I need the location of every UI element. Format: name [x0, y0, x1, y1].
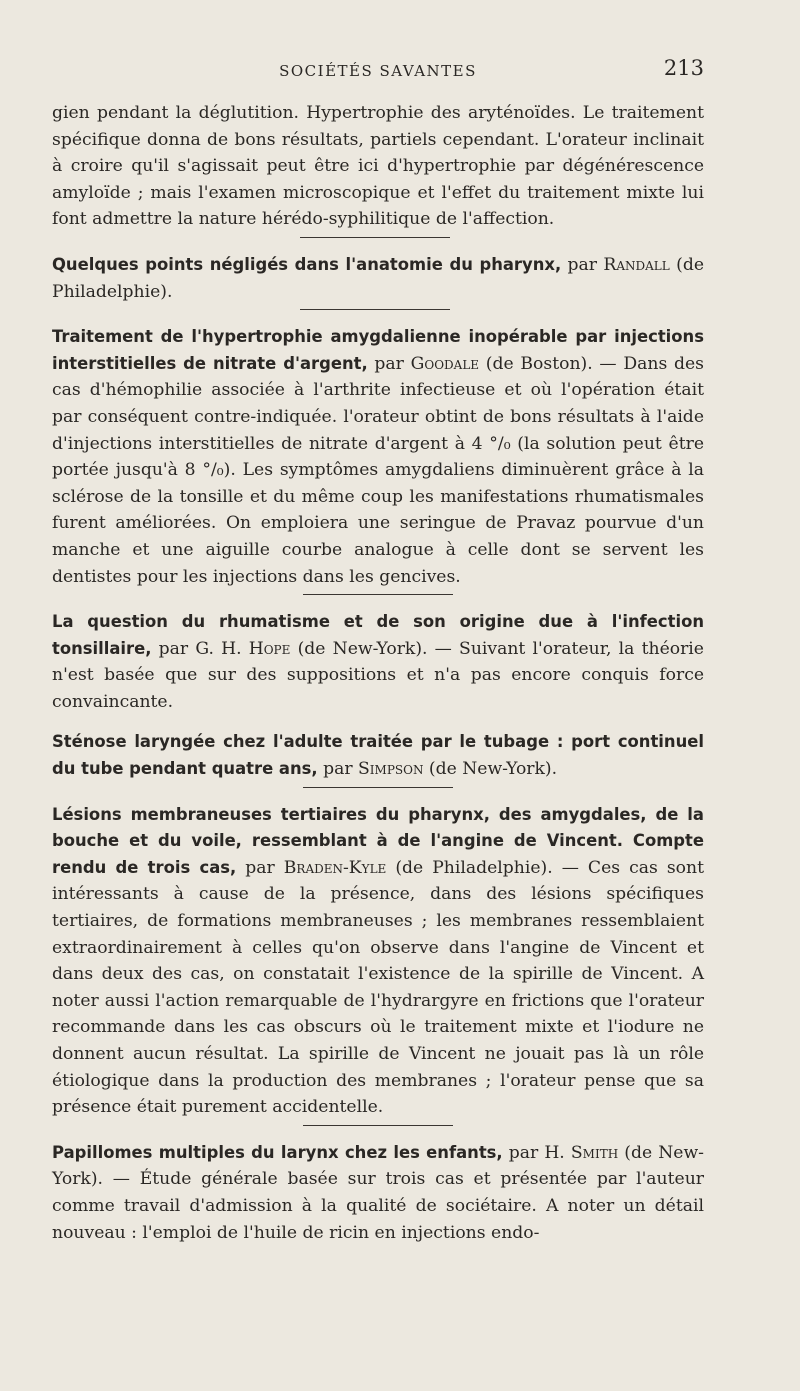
- entry-title: La question du rhumatisme et de son origine due à l'infection tonsillaire,: [52, 612, 704, 658]
- entry-title: Sténose laryngée chez l'adulte traitée par le tubage : port continuel du tube pendant quatre ans,: [52, 732, 704, 779]
- entry-title: Quelques points négligés dans l'anatomie du pharynx,: [52, 254, 562, 274]
- entry-author: Simpson: [358, 759, 424, 780]
- entry-text: (de Philadelphie).: [52, 254, 704, 302]
- entry-title: Papillomes multiples du larynx chez les enfants,: [52, 1142, 503, 1162]
- running-title: SOCIÉTÉS SAVANTES: [279, 62, 477, 80]
- entry-by: par: [567, 254, 598, 275]
- entry-by: par: [245, 857, 275, 878]
- entry-text: (de Boston). — Dans des cas d'hémophilie associée à l'arthrite infectieuse et où l'opération était par conséquent contre-indiquée. l'orateur obtint de bons résultats à l'aide d'injections interstitielles de nitrate d'argent à 4 °/₀ (la solution peut être portée jusqu'à 8 °/₀). Les symptômes amygdaliens diminuèrent grâce à la sclérose de la tonsille et du même coup les manifestations rhumatismales furent améliorées. On emploiera une seringue de Pravaz pourvue d'un manche et une aiguille courbe analogue à celle dont se servent les dentistes pour les injections dans les gencives.: [52, 353, 704, 587]
- entry-author: Smith: [570, 1142, 619, 1163]
- entry-author: Braden-Kyle: [283, 857, 387, 878]
- entry-text: (de New-York). — Suivant l'orateur, la théorie n'est basée que sur des suppositions et n'a pas encore conquis force convaincante.: [52, 638, 704, 712]
- entry-smith: [52, 1140, 704, 1246]
- entry-randall: [52, 252, 704, 305]
- entry-hope: [52, 609, 704, 715]
- entry-author: Goodale: [410, 353, 480, 374]
- entry-braden-kyle: [52, 802, 704, 1121]
- entry-title: Traitement de l'hypertrophie amygdalienne inopérable par injections interstitielles de nitrate d'argent,: [52, 327, 704, 373]
- entry-simpson: [52, 729, 704, 782]
- entry-continuation: [52, 100, 704, 233]
- entry-by: par H.: [508, 1142, 565, 1163]
- entry-by: par G. H.: [158, 638, 242, 659]
- entry-text: (de Philadelphie). — Ces cas sont intéressants à cause de la présence, dans des lésions spécifiques tertiaires, de formations membraneuses ; les membranes ressemblaient extraordinairement à celles qu'on observe dans l'angine de Vincent et dans deux des cas, on constatait l'existence de la spirille de Vincent. A noter aussi l'action remarquable de l'hydrargyre en frictions que l'orateur recommande dans les cas obscurs où le traitement mixte et l'iodure ne donnent aucun résultat. La spirille de Vincent ne jouait pas là un rôle étiologique dans la production des membranes ; l'orateur pense que sa présence était purement accidentelle.: [52, 857, 704, 1118]
- entry-by: par: [374, 353, 404, 374]
- entry-by: par: [323, 759, 353, 780]
- entry-author: Hope: [248, 638, 291, 659]
- page-body: [52, 100, 704, 1246]
- entry-goodale: [52, 324, 704, 590]
- page-number: 213: [663, 56, 704, 80]
- entry-author: Randall: [603, 254, 670, 275]
- entry-text: (de New-York).: [428, 759, 558, 780]
- entry-text: gien pendant la déglutition. Hypertrophie des aryténoïdes. Le traitement spécifique donna de bons résultats, partiels cependant. L'orateur inclinait à croire qu'il s'agissait peut être ici d'hypertrophie par dégénérescence amyloïde ; mais l'examen microscopique et l'effet du traitement mixte lui font admettre la nature hérédo-syphilitique de l'affection.: [52, 103, 704, 230]
- page-header: [52, 56, 704, 90]
- entry-text: (de New-York). — Étude générale basée sur trois cas et présentée par l'auteur comme travail d'admission à la qualité de sociétaire. A noter un détail nouveau : l'emploi de l'huile de ricin en injections endo-: [52, 1142, 704, 1243]
- entry-title: Lésions membraneuses tertiaires du pharynx, des amygdales, de la bouche et du voile, ressemblant à de l'angine de Vincent. Compte rendu de trois cas,: [52, 804, 704, 877]
